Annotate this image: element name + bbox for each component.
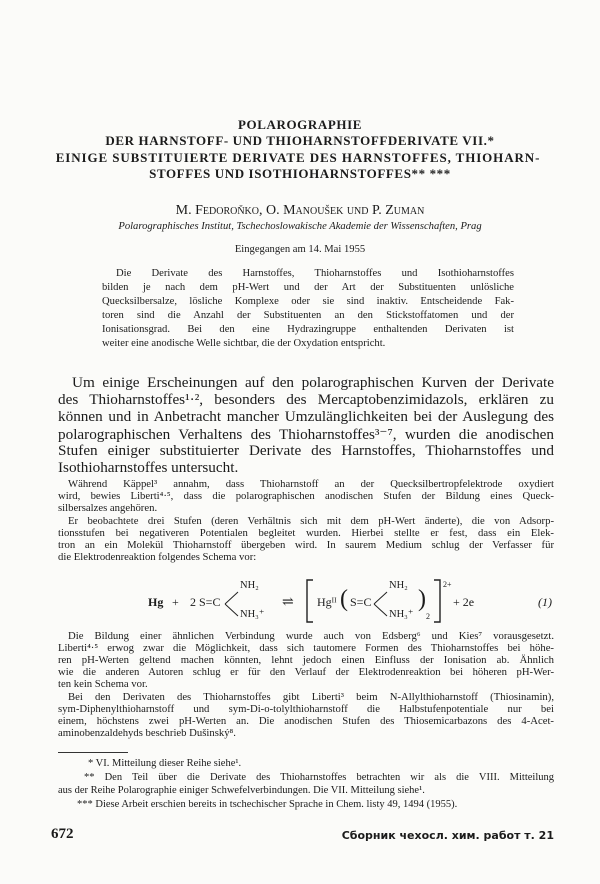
abstract-line: bilden je nach dem pH-Wert und der Art der Substituenten unlösliche	[102, 282, 514, 293]
journal-footer: Сборник чехосл. хим. работ т. 21	[341, 829, 554, 842]
authors: M. Fedoroňko, O. Manoušek und P. Zuman	[175, 203, 425, 218]
eq-hg: Hg	[148, 595, 164, 609]
title-line-2: DER HARNSTOFF- UND THIOHARNSTOFFDERIVATE VII.*	[105, 133, 495, 148]
footnote-3: *** Diese Arbeit erschien bereits in tschechischer Sprache in Chem. listy 49, 1494 (1955).	[77, 799, 458, 810]
eq-subscript: 2	[426, 612, 430, 621]
page-number: 672	[51, 826, 74, 842]
body-line: tionsstufen bei negativeren Potentialen begleitet wurden. Hierbei stellte er fest, dass ein Elek-	[58, 527, 554, 539]
body-line: wie die anderen Autoren schlug er für den Verlauf der Elektrodenreaktion bei höheren pH-Wer-	[58, 666, 554, 678]
title-line-4: STOFFES UND ISOTHIOHARNSTOFFES** ***	[149, 166, 451, 181]
intro-line: polarographischen Verhaltens des Thioharnstoffes³⁻⁷, wurden die anodischen	[58, 426, 554, 443]
intro-line: Isothioharnstoffes untersucht.	[58, 459, 239, 476]
body-line: Liberti⁴·⁵ erwog zwar die Möglichkeit, dass sich tautomere Formen des Thioharnstoffes bei höhe-	[58, 642, 554, 654]
eq-bond-lines-2	[373, 588, 389, 620]
received-date: Eingegangen am 14. Mai 1955	[234, 244, 366, 255]
body-line: Bei den Derivaten des Thioharnstoffes gibt Liberti³ beim N-Allylthioharnstoff (Thiosinamin),	[68, 691, 554, 703]
intro-line: Stufen einiger substituierter Derivate des Harnstoffes, Thioharnstoffes und	[58, 442, 554, 459]
body-line: aminobenzaldehyds beschrieb Dušinský⁸.	[58, 727, 236, 739]
abstract-line: toren sind die Anzahl der Substituenten an den Stickstoffatomen und der	[102, 310, 514, 321]
body-line: ren pH-Werten geltend machen könnten, lehnt jedoch einen Einfluss der Ionisation ab. Ähnlich	[58, 654, 554, 666]
body-line: Während Käppel³ annahm, dass Thioharnstoff an der Quecksilbertropfelektrode oxydiert	[68, 478, 554, 490]
body-line: die Elektrodenreaktion folgendes Schema vor:	[58, 551, 257, 563]
intro-line: des Thioharnstoffes¹·², besonders des Mercaptobenzimidazols, erklären zu	[58, 391, 554, 408]
eq-charge: 2+	[443, 580, 452, 589]
eq-hg2: Hgᴵᴵ	[317, 595, 337, 609]
footnote-2: ** Den Teil über die Derivate des Thioharnstoffes betrachten wir als die VIII. Mitteilung	[84, 772, 554, 783]
body-line: tron an ein Molekül Thioharnstoff übergeben wird. In saurem Medium schlug der Verfasser für	[58, 539, 554, 551]
eq-paren-right: )	[418, 586, 426, 612]
eq-electrons: + 2e	[453, 595, 475, 609]
institution: Polarographisches Institut, Tschechoslowakische Akademie der Wissenschaften, Prag	[118, 221, 482, 232]
body-line: silbersalzes angehören.	[58, 502, 158, 514]
body-line: wird, bewies Liberti⁴·⁵, dass die polarographischen anodischen Stufen der Bildung eines Queck-	[58, 490, 554, 502]
abstract-line: Die Derivate des Harnstoffes, Thioharnstoffes und Isothioharnstoffes	[116, 268, 514, 279]
eq-nh3-2: NH₃⁺	[389, 609, 414, 620]
intro-line: können und in Anbetracht mancher Umzulänglichkeiten bei der Auslegung des	[58, 408, 554, 425]
eq-thiourea: 2 S=C	[190, 595, 221, 609]
body-line: ten kein Schema vor.	[58, 678, 148, 690]
title-line-1: POLAROGRAPHIE	[237, 117, 363, 132]
eq-bracket-left	[305, 578, 315, 624]
body-line: sym-Diphenylthioharnstoff und sym-Di-o-tolylthioharnstoff die Halbstufenpotentiale nur bei	[58, 703, 554, 715]
footnote-1: * VI. Mitteilung dieser Reihe siehe¹.	[88, 758, 242, 769]
eq-s-c: S=C	[350, 595, 372, 609]
eq-nh2-2: NH₂	[389, 580, 408, 591]
eq-paren-left: (	[340, 586, 348, 612]
eq-nh2: NH₂	[240, 580, 259, 591]
footnote-divider	[58, 752, 128, 753]
eq-bond-lines	[224, 588, 240, 620]
eq-equilibrium-arrow: ⇌	[282, 595, 294, 610]
intro-line: Um einige Erscheinungen auf den polarographischen Kurven der Derivate	[72, 374, 554, 391]
abstract-line: Ionisationsgrad. Bei den eine Hydrazingruppe enthaltenden Derivaten ist	[102, 324, 514, 335]
title-line-3: EINIGE SUBSTITUIERTE DERIVATE DES HARNSTOFFES, THIOHARN-	[55, 150, 541, 165]
equation-1	[0, 580, 600, 624]
body-line: einem, höchstens zwei pH-Werten an. Die anodischen Stufen des Thiosemicarbazons des 4-Acet-	[58, 715, 554, 727]
eq-nh3: NH₃⁺	[240, 609, 265, 620]
eq-number: (1)	[538, 595, 552, 609]
eq-bracket-right	[432, 578, 442, 624]
abstract-line: Quecksilbersalze, lösliche Komplexe oder sie sind inaktiv. Entscheidende Fak-	[102, 296, 514, 307]
footnote-2-cont: aus der Reihe Polarographie einiger Schwefelverbindungen. Die VII. Mitteilung siehe¹.	[58, 785, 425, 796]
eq-plus: +	[172, 595, 179, 609]
abstract-line: weiter eine anodische Welle sichtbar, die der Oxydation entspricht.	[102, 338, 386, 349]
body-line: Er beobachtete drei Stufen (deren Verhältnis sich mit dem pH-Wert änderte), die von Adsorp-	[68, 515, 554, 527]
body-line: Die Bildung einer ähnlichen Verbindung wurde auch von Edsberg⁶ und Kies⁷ vorausgesetzt.	[68, 630, 554, 642]
